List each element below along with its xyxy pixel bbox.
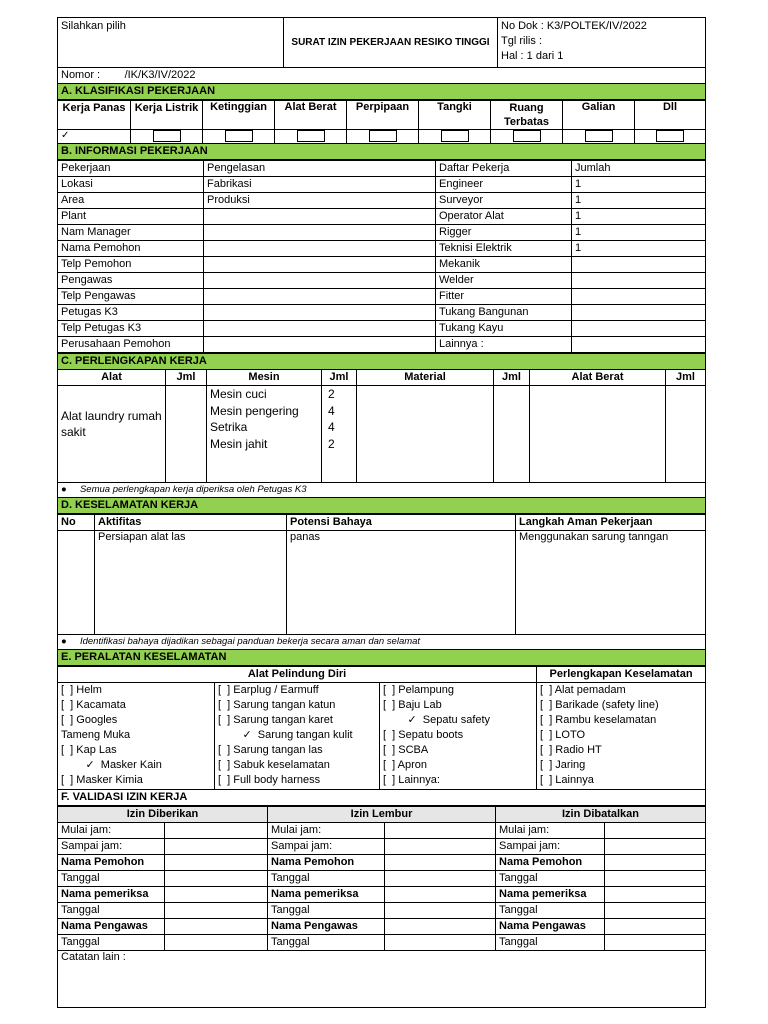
ppe-item[interactable]: [ ] Barikade (safety line): [540, 699, 659, 711]
validation-row: [58, 839, 706, 855]
ppe-item[interactable]: [ ] Baju Lab: [383, 699, 442, 711]
class-ketinggian: [203, 101, 275, 130]
worker-label: Surveyor: [436, 193, 572, 209]
info-value[interactable]: [204, 273, 436, 289]
validation-label: Nama pemeriksa: [496, 887, 605, 903]
info-value[interactable]: Fabrikasi: [204, 177, 436, 193]
class-ruang-terbatas: [491, 101, 563, 130]
no-cell[interactable]: [58, 531, 95, 635]
ppe-item[interactable]: [ ] Full body harness: [218, 774, 321, 786]
bullet-icon: ●: [61, 484, 67, 495]
section-e-title: E. PERALATAN KESELAMATAN: [58, 650, 706, 666]
checkbox-perpipaan[interactable]: [347, 130, 419, 144]
col-alat: Alat: [58, 370, 166, 386]
checkbox[interactable]: [656, 130, 684, 142]
mesin-jml: 4: [328, 403, 335, 418]
checkbox-kerja-panas[interactable]: [58, 130, 131, 144]
check-mark-icon: ✓: [61, 130, 70, 141]
checkbox-tangki[interactable]: [419, 130, 491, 144]
validation-label: Tanggal: [496, 935, 605, 951]
worker-label: Tukang Bangunan: [436, 305, 572, 321]
validation-label: Nama Pemohon: [496, 855, 605, 871]
alat-cell[interactable]: [58, 386, 166, 483]
col-mesin: Mesin: [207, 370, 322, 386]
validation-label: Sampai jam:: [496, 839, 605, 855]
ppe-item[interactable]: [ ] Masker Kimia: [61, 774, 143, 786]
checkbox[interactable]: [441, 130, 469, 142]
mesin-jml-cell[interactable]: [322, 386, 357, 483]
ppe-item[interactable]: [ ] Alat pemadam: [540, 684, 626, 696]
alat-value: Alat laundry rumah sakit: [61, 409, 162, 439]
info-label: Lokasi: [58, 177, 204, 193]
info-label: Perusahaan Pemohon: [58, 337, 204, 353]
job-info-table: [57, 160, 706, 353]
worker-count[interactable]: 1: [572, 241, 706, 257]
ppe-item[interactable]: [ ] Pelampung: [383, 684, 454, 696]
mesin-jml: 2: [328, 387, 335, 401]
info-value[interactable]: [204, 225, 436, 241]
validation-label: Tanggal: [268, 935, 385, 951]
validation-value[interactable]: [605, 823, 706, 839]
validation-label: Sampai jam:: [58, 839, 165, 855]
info-value[interactable]: [204, 305, 436, 321]
col-potensi-bahaya: Potensi Bahaya: [287, 515, 516, 531]
checkbox[interactable]: [513, 130, 541, 142]
mesin-jml: 4: [328, 420, 335, 434]
info-label: Area: [58, 193, 204, 209]
validation-value[interactable]: [165, 823, 268, 839]
info-label: Telp Petugas K3: [58, 321, 204, 337]
mesin-item: Mesin jahit: [210, 436, 268, 451]
validation-label: Nama pemeriksa: [268, 887, 385, 903]
worker-label: Rigger: [436, 225, 572, 241]
ppe-item[interactable]: [ ] Rambu keselamatan: [540, 714, 657, 726]
validation-row: [58, 887, 706, 903]
worker-label: Fitter: [436, 289, 572, 305]
worker-label: Welder: [436, 273, 572, 289]
validation-label: Tanggal: [58, 871, 165, 887]
validation-row: [58, 823, 706, 839]
validation-label: Tanggal: [496, 903, 605, 919]
ppe-item[interactable]: Tameng Muka: [61, 729, 131, 741]
mesin-item: Setrika: [210, 420, 248, 434]
validation-value[interactable]: [605, 919, 706, 935]
ppe-item[interactable]: [ ] Googles: [61, 714, 118, 726]
validation-header-row: [58, 807, 706, 823]
info-value[interactable]: [204, 337, 436, 353]
ppe-item[interactable]: [ ] Helm: [61, 684, 102, 696]
validation-header: Izin Dibatalkan: [496, 807, 706, 823]
validation-label: Mulai jam:: [58, 823, 165, 839]
ppe-item[interactable]: [ ] Earplug / Earmuff: [218, 684, 319, 696]
ppe-item[interactable]: [ ] LOTO: [540, 729, 586, 741]
ppe-column-4: [537, 683, 706, 790]
validation-value[interactable]: [385, 935, 496, 951]
col-aktifitas: Aktifitas: [95, 515, 287, 531]
checkbox-dll[interactable]: [635, 130, 706, 144]
validation-value[interactable]: [165, 887, 268, 903]
info-value[interactable]: [204, 289, 436, 305]
info-value[interactable]: [204, 209, 436, 225]
validation-label: Tanggal: [58, 903, 165, 919]
info-row: [58, 241, 706, 257]
validation-label: Tanggal: [268, 871, 385, 887]
validation-value[interactable]: [605, 855, 706, 871]
validation-label: Nama pemeriksa: [58, 887, 165, 903]
checkbox-ruang-terbatas[interactable]: [491, 130, 563, 144]
checkbox[interactable]: [297, 130, 325, 142]
class-label: Kerja Listrik: [134, 102, 199, 114]
info-value[interactable]: Produksi: [204, 193, 436, 209]
info-value[interactable]: [204, 257, 436, 273]
class-label: Alat Berat: [284, 101, 337, 113]
choose-select[interactable]: Silahkan pilih: [58, 18, 284, 68]
doc-number: No Dok : K3/POLTEK/IV/2022: [501, 20, 647, 32]
validation-label: Tanggal: [496, 871, 605, 887]
section-d-title: D. KESELAMATAN KERJA: [58, 498, 706, 514]
validation-label: Tanggal: [268, 903, 385, 919]
ppe-item[interactable]: [ ] Kacamata: [61, 699, 126, 711]
section-b-title: B. INFORMASI PEKERJAAN: [58, 144, 706, 160]
info-row: [58, 225, 706, 241]
info-row: [58, 257, 706, 273]
info-row: [58, 337, 706, 353]
worker-count[interactable]: [572, 273, 706, 289]
checkbox-galian[interactable]: [563, 130, 635, 144]
info-label: Nama Pemohon: [58, 241, 204, 257]
class-label: Ruang Terbatas: [503, 102, 550, 128]
validation-row: [58, 935, 706, 951]
ppe-item[interactable]: [ ] Sarung tangan las: [218, 744, 323, 756]
ppe-item[interactable]: [ ] Radio HT: [540, 744, 602, 756]
validation-value[interactable]: [165, 903, 268, 919]
validation-value[interactable]: [385, 823, 496, 839]
validation-label: Tanggal: [58, 935, 165, 951]
section-c-title: C. PERLENGKAPAN KERJA: [58, 354, 706, 370]
other-notes[interactable]: Catatan lain :: [58, 951, 706, 1008]
worker-count[interactable]: 1: [572, 225, 706, 241]
ppe-item[interactable]: [ ] Jaring: [540, 759, 586, 771]
validation-row: [58, 903, 706, 919]
validation-value[interactable]: [165, 855, 268, 871]
worker-label: Daftar Pekerja: [436, 161, 572, 177]
equipment-table: [57, 353, 706, 514]
info-row: [58, 193, 706, 209]
worker-count[interactable]: [572, 289, 706, 305]
ppe-item[interactable]: ✓ Sepatu safety: [383, 714, 491, 726]
class-label: Dll: [662, 101, 678, 113]
class-label: Kerja Panas: [62, 102, 126, 114]
validation-label: Nama Pengawas: [58, 919, 165, 935]
validation-value[interactable]: [385, 871, 496, 887]
ppe-table: [57, 666, 706, 806]
class-label: Galian: [581, 101, 616, 113]
checkbox[interactable]: [225, 130, 253, 142]
validation-header: Izin Lembur: [268, 807, 496, 823]
info-label: Telp Pemohon: [58, 257, 204, 273]
worker-label: Engineer: [436, 177, 572, 193]
validation-label: Mulai jam:: [268, 823, 385, 839]
col-jml: Jml: [322, 370, 357, 386]
worker-count[interactable]: 1: [572, 177, 706, 193]
validation-value[interactable]: [605, 935, 706, 951]
col-langkah-aman: Langkah Aman Pekerjaan: [516, 515, 706, 531]
validation-value[interactable]: [385, 839, 496, 855]
mesin-jml: 2: [328, 436, 335, 451]
col-no: No: [58, 515, 95, 531]
validation-value[interactable]: [385, 903, 496, 919]
info-row: [58, 321, 706, 337]
safety-note: [58, 635, 706, 650]
permit-form: [57, 17, 705, 1008]
ppe-item[interactable]: [ ] Lainnya: [540, 774, 594, 786]
ppe-item[interactable]: ✓ Masker Kain: [61, 759, 162, 771]
class-label: Ketinggian: [210, 101, 267, 113]
alat-berat-jml-cell[interactable]: [666, 386, 706, 483]
col-jml: Jml: [494, 370, 530, 386]
validation-value[interactable]: [165, 871, 268, 887]
worker-label: Mekanik: [436, 257, 572, 273]
validation-value[interactable]: [605, 887, 706, 903]
validation-value[interactable]: [385, 887, 496, 903]
validation-value[interactable]: [385, 919, 496, 935]
checkbox[interactable]: [153, 130, 181, 142]
class-kerja-listrik: [131, 101, 203, 130]
alat-jml-cell[interactable]: [166, 386, 207, 483]
validation-value[interactable]: [165, 919, 268, 935]
worker-count[interactable]: [572, 321, 706, 337]
bullet-icon: ●: [61, 636, 67, 647]
potensi-bahaya-cell[interactable]: panas: [287, 531, 516, 635]
form-title: SURAT IZIN PEKERJAAN RESIKO TINGGI: [284, 18, 498, 68]
worker-count[interactable]: [572, 257, 706, 273]
apd-header: Alat Pelindung Diri: [58, 667, 537, 683]
ppe-item[interactable]: [ ] Sarung tangan karet: [218, 714, 333, 726]
material-jml-cell[interactable]: [494, 386, 530, 483]
ppe-column-3: [380, 683, 537, 790]
info-row: [58, 209, 706, 225]
validation-label: Nama Pengawas: [496, 919, 605, 935]
validation-label: Mulai jam:: [496, 823, 605, 839]
alat-berat-cell[interactable]: [530, 386, 666, 483]
validation-label: Nama Pemohon: [268, 855, 385, 871]
info-label: Pekerjaan: [58, 161, 204, 177]
worker-count[interactable]: Jumlah: [572, 161, 706, 177]
info-row: [58, 161, 706, 177]
release-date: Tgl rilis :: [501, 35, 542, 47]
mesin-item: Mesin pengering: [210, 403, 299, 418]
note-text: Semua perlengkapan kerja diperiksa oleh Petugas K3: [79, 484, 307, 495]
mesin-cell[interactable]: [207, 386, 322, 483]
info-label: Pengawas: [58, 273, 204, 289]
info-value[interactable]: [204, 241, 436, 257]
validation-label: Nama Pemohon: [58, 855, 165, 871]
class-label: Perpipaan: [355, 101, 410, 113]
worker-label: Tukang Kayu: [436, 321, 572, 337]
worker-count[interactable]: 1: [572, 209, 706, 225]
mesin-item: Mesin cuci: [210, 387, 267, 401]
ppe-item[interactable]: ✓ Sarung tangan kulit: [218, 729, 353, 741]
class-tangki: [419, 101, 491, 130]
info-row: [58, 273, 706, 289]
notes-row: [58, 951, 706, 1008]
validation-row: [58, 855, 706, 871]
ppe-item[interactable]: [ ] Apron: [383, 759, 428, 771]
checkbox[interactable]: [369, 130, 397, 142]
doc-info: [498, 18, 706, 68]
col-jml: Jml: [166, 370, 207, 386]
ppe-item[interactable]: [ ] SCBA: [383, 744, 429, 756]
validation-table: [57, 806, 706, 1008]
validation-row: [58, 871, 706, 887]
info-value[interactable]: [204, 321, 436, 337]
col-material: Material: [357, 370, 494, 386]
validation-label: Sampai jam:: [268, 839, 385, 855]
class-dll: [635, 101, 706, 130]
worker-label: Operator Alat: [436, 209, 572, 225]
ppe-item[interactable]: [ ] Sarung tangan katun: [218, 699, 336, 711]
validation-value[interactable]: [385, 855, 496, 871]
worker-count[interactable]: [572, 337, 706, 353]
info-label: Plant: [58, 209, 204, 225]
safety-table: [57, 514, 706, 666]
col-alat-berat: Alat Berat: [530, 370, 666, 386]
ppe-item[interactable]: [ ] Sepatu boots: [383, 729, 464, 741]
classification-table: [57, 100, 706, 160]
validation-label: Nama Pengawas: [268, 919, 385, 935]
equipment-note: [58, 483, 706, 498]
checkbox[interactable]: [585, 130, 613, 142]
ppe-column-2: [215, 683, 380, 790]
worker-count[interactable]: [572, 305, 706, 321]
ppe-item[interactable]: [ ] Kap Las: [61, 744, 117, 756]
checkbox-alat-berat[interactable]: [275, 130, 347, 144]
worker-count[interactable]: 1: [572, 193, 706, 209]
section-f-title: F. VALIDASI IZIN KERJA: [58, 790, 706, 806]
worker-label: Teknisi Elektrik: [436, 241, 572, 257]
worker-label: Lainnya :: [436, 337, 572, 353]
class-label: Tangki: [437, 101, 472, 113]
nomor-field[interactable]: Nomor : /IK/K3/IV/2022: [58, 68, 706, 84]
class-kerja-panas: [58, 101, 131, 130]
info-label: Nam Manager: [58, 225, 204, 241]
validation-value[interactable]: [605, 839, 706, 855]
validation-value[interactable]: [605, 871, 706, 887]
info-row: [58, 289, 706, 305]
validation-value[interactable]: [165, 839, 268, 855]
note-text: Identifikasi bahaya dijadikan sebagai panduan bekerja secara aman dan selamat: [79, 636, 421, 647]
checkbox-ketinggian[interactable]: [203, 130, 275, 144]
aktifitas-cell[interactable]: Persiapan alat las: [95, 531, 287, 635]
ppe-item[interactable]: [ ] Lainnya:: [383, 774, 440, 786]
page-number: Hal : 1 dari 1: [501, 50, 564, 62]
class-perpipaan: [347, 101, 419, 130]
material-cell[interactable]: [357, 386, 494, 483]
perlengkapan-header: Perlengkapan Keselamatan: [537, 667, 706, 683]
validation-value[interactable]: [605, 903, 706, 919]
info-label: Telp Pengawas: [58, 289, 204, 305]
ppe-item[interactable]: [ ] Sabuk keselamatan: [218, 759, 330, 771]
info-value[interactable]: Pengelasan: [204, 161, 436, 177]
checkbox-kerja-listrik[interactable]: [131, 130, 203, 144]
langkah-aman-cell[interactable]: Menggunakan sarung tanngan: [516, 531, 706, 635]
header-table: [57, 17, 706, 100]
class-alat-berat: [275, 101, 347, 130]
ppe-column-1: [58, 683, 215, 790]
info-label: Petugas K3: [58, 305, 204, 321]
col-jml: Jml: [666, 370, 706, 386]
info-row: [58, 305, 706, 321]
class-galian: [563, 101, 635, 130]
info-row: [58, 177, 706, 193]
validation-header: Izin Diberikan: [58, 807, 268, 823]
validation-row: [58, 919, 706, 935]
section-a-title: A. KLASIFIKASI PEKERJAAN: [58, 84, 706, 100]
validation-value[interactable]: [165, 935, 268, 951]
